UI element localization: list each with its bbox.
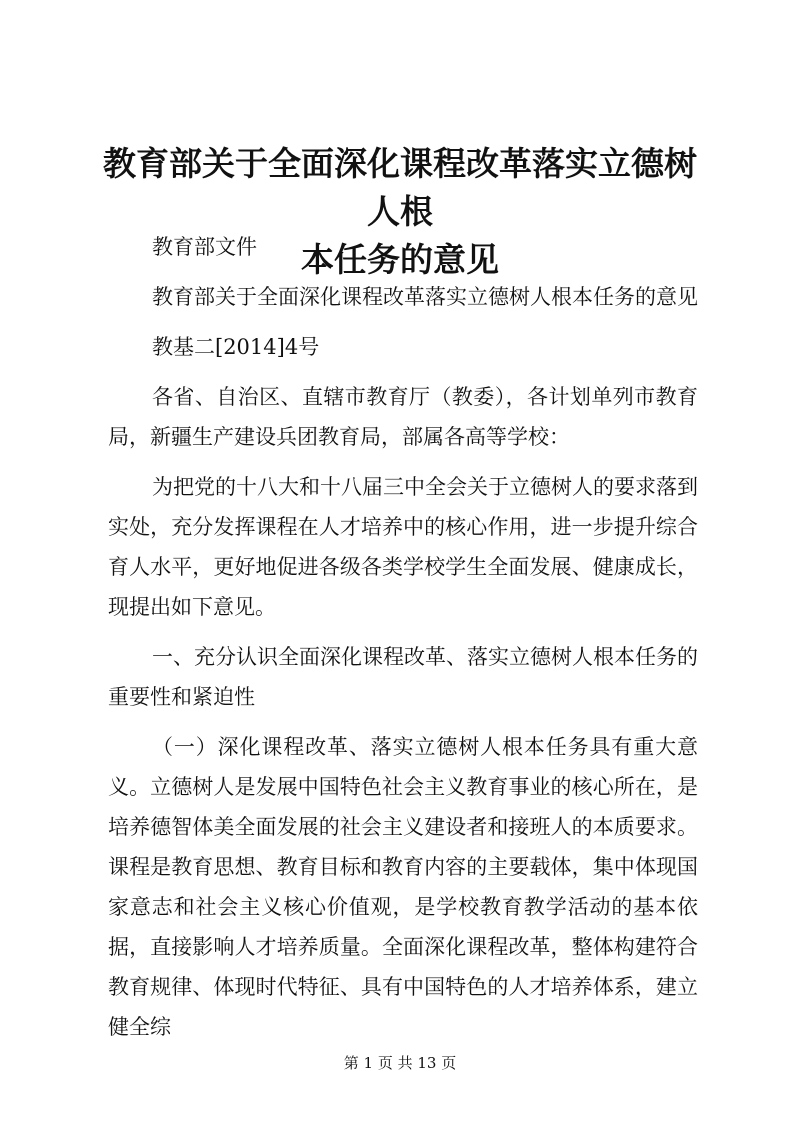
title-line-2: 本任务的意见 (301, 240, 499, 279)
paragraph-section-body: （一）深化课程改革、落实立德树人根本任务具有重大意义。立德树人是发展中国特色社会主义教育事业的核心所在，是培养德智体美全面发展的社会主义建设者和接班人的本质要求。课程是教育思想、教育目标和教育内容的主要载体，集中体现国家意志和社会主义核心价值观，是学校教育教学活动的基本依据，直接影响人才培养质量。全面深化课程改革，整体构建符合教育规律、体现时代特征、具有中国特色的人才培养体系，建立健全综 (108, 735, 698, 1039)
page-footer: 第 1 页 共 13 页 (343, 1054, 457, 1072)
title-line-1: 教育部关于全面深化课程改革落实立德树人根 (103, 144, 697, 231)
paragraph-recipients: 各省、自治区、直辖市教育厅（教委），各计划单列市教育局，新疆生产建设兵团教育局，部属各高等学校： (108, 385, 698, 449)
document-body (108, 227, 698, 1057)
paragraph-heading: 教育部关于全面深化课程改革落实立德树人根本任务的意见 (152, 285, 698, 309)
paragraph-intro: 为把党的十八大和十八届三中全会关于立德树人的要求落到实处，充分发挥课程在人才培养中的核心作用，进一步提升综合育人水平，更好地促进各级各类学校学生全面发展、健康成长，现提出如下意见。 (108, 475, 698, 619)
paragraph-section-heading: 一、充分认识全面深化课程改革、落实立德树人根本任务的重要性和紧迫性 (108, 645, 698, 709)
paragraph-issuer: 教育部文件 (152, 235, 257, 259)
paragraph-document-number: 教基二[2014]4号 (152, 335, 320, 359)
